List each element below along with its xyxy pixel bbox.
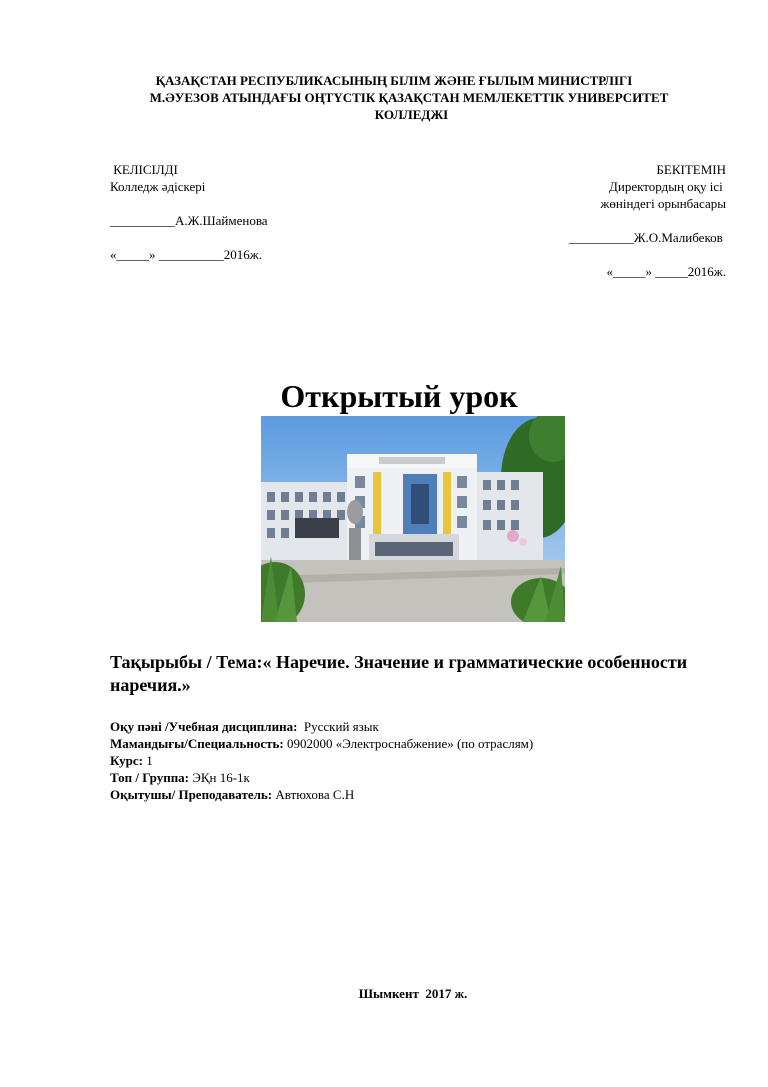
discipline-row — [110, 718, 533, 735]
discipline-label: Оқу пәні /Учебная дисциплина: — [110, 719, 298, 734]
group-value: ЭҚн 16-1к — [189, 770, 250, 785]
university-building-photo — [261, 416, 565, 622]
agreed-date: «_____» __________2016ж. — [110, 247, 262, 262]
city-year-footer: Шымкент 2017 ж. — [358, 986, 468, 1001]
agreed-block — [110, 161, 268, 263]
approved-block — [569, 161, 726, 280]
group-row — [110, 769, 533, 786]
ministry-header — [0, 72, 768, 123]
agreed-signature: __________А.Ж.Шайменова — [110, 213, 268, 228]
specialty-value: 0902000 «Электроснабжение» (по отраслям) — [283, 736, 534, 751]
course-label: Курс: — [110, 753, 143, 768]
lesson-topic: Тақырыбы / Тема:« Наречие. Значение и грамматические особенности наречия.» — [110, 652, 688, 695]
lesson-info — [110, 718, 533, 803]
specialty-row — [110, 735, 533, 752]
header-line-1: ҚАЗАҚСТАН РЕСПУБЛИКАСЫНЫҢ БІЛІМ ЖӘНЕ ҒЫЛЫМ МИНИСТРЛІГІ — [155, 73, 633, 88]
teacher-label: Оқытушы/ Преподаватель: — [110, 787, 273, 802]
approved-position-line-2: жөніндегі орынбасары — [600, 196, 726, 211]
approved-date: «_____» _____2016ж. — [606, 264, 726, 279]
discipline-value: Русский язык — [297, 719, 379, 734]
agreed-heading: КЕЛІСІЛДІ — [110, 162, 178, 177]
teacher-value: Автюхова С.Н — [272, 787, 355, 802]
header-line-2: М.ӘУЕЗОВ АТЫНДАҒЫ ОҢТҮСТІК ҚАЗАҚСТАН МЕМЛЕКЕТТІК УНИВЕРСИТЕТ — [149, 90, 669, 105]
approved-signature: __________Ж.О.Малибеков — [568, 230, 726, 245]
page-title: Открытый урок — [280, 378, 518, 414]
header-line-3: КОЛЛЕДЖІ — [374, 107, 449, 122]
specialty-label: Мамандығы/Специальность: — [110, 736, 284, 751]
agreed-position: Колледж әдіскері — [110, 179, 206, 194]
approved-position-line-1: Директордың оқу ісі — [609, 179, 726, 194]
approved-heading: БЕКІТЕМІН — [656, 162, 726, 177]
teacher-row — [110, 786, 533, 803]
course-row — [110, 752, 533, 769]
course-value: 1 — [142, 753, 153, 768]
group-label: Топ / Группа: — [110, 770, 190, 785]
